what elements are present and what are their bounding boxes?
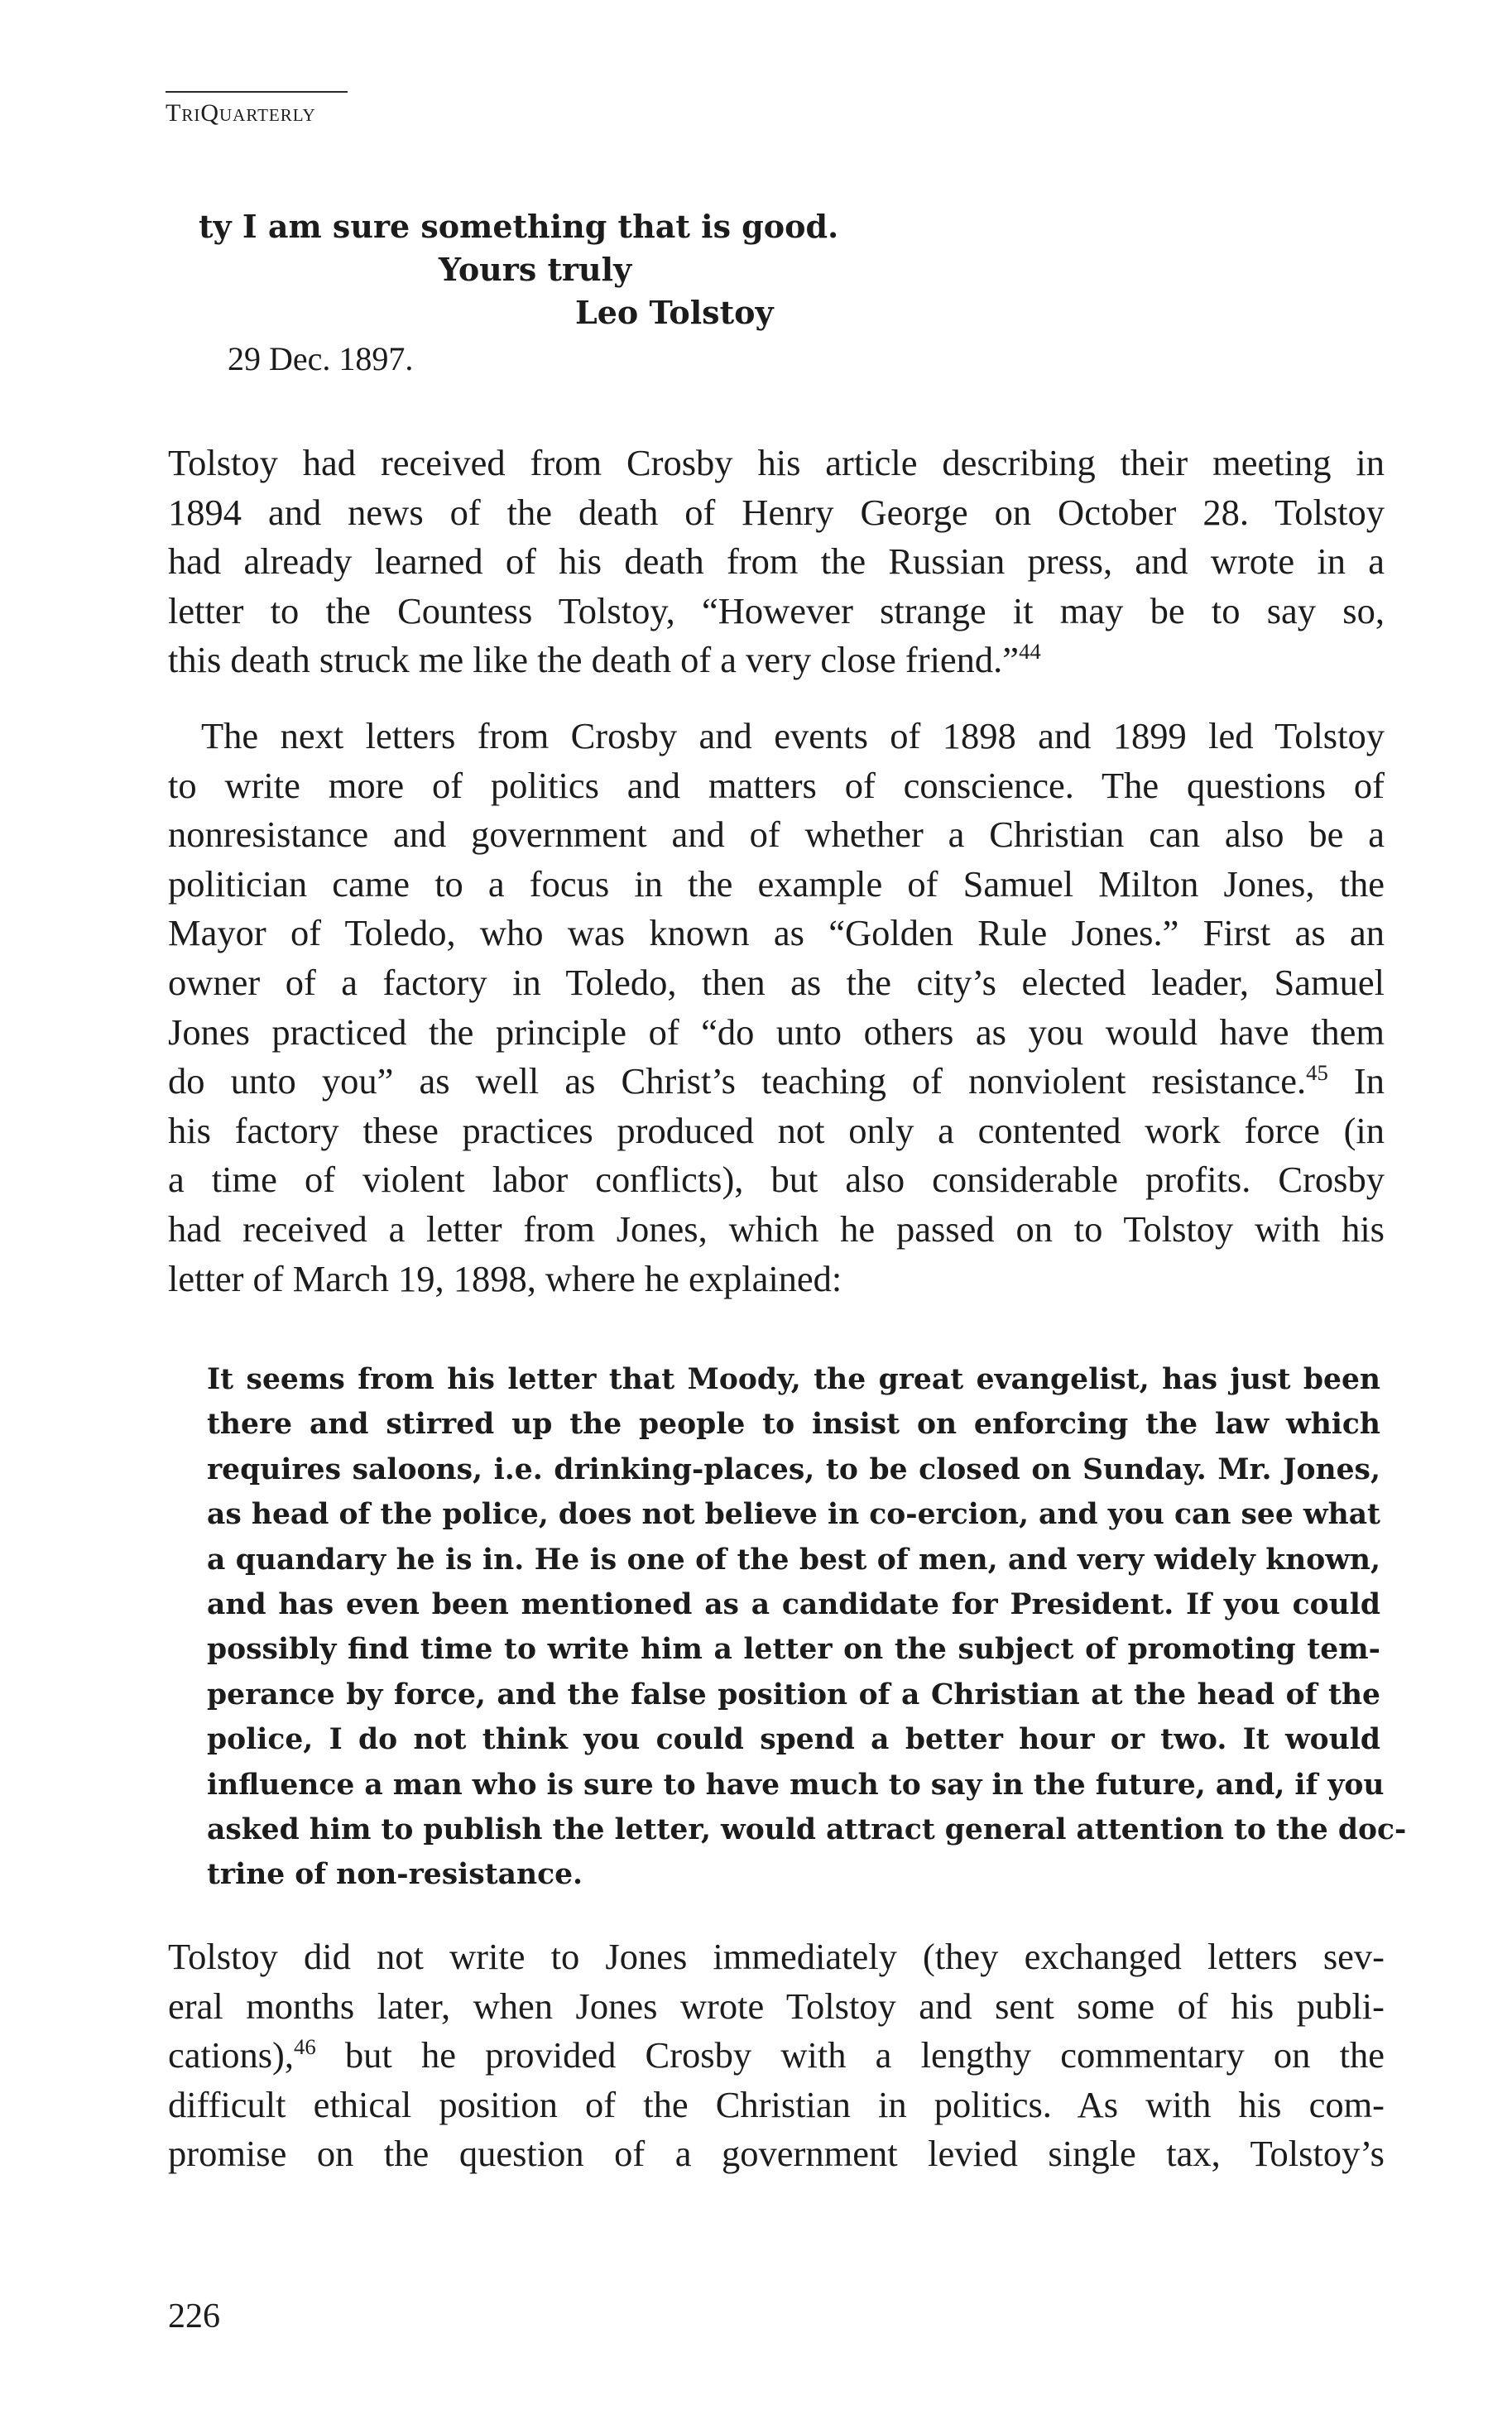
text-fragment: cations), — [168, 2034, 294, 2076]
quote-line: and has even been mentioned as a candidate for President. If you could — [207, 1588, 1380, 1622]
text-line: 1894 and news of the death of Henry George on October 28. Tolstoy — [168, 491, 1385, 533]
letter-date: 29 Dec. 1897. — [228, 340, 414, 377]
header-rule — [166, 91, 348, 93]
text-line: had received a letter from Jones, which he passed on to Tolstoy with his — [168, 1207, 1385, 1250]
quote-line: there and stirred up the people to insist on enforcing the law which — [207, 1408, 1380, 1442]
text-line: politician came to a focus in the example of Samuel Milton Jones, the — [168, 862, 1385, 905]
text-line: Mayor of Toledo, who was known as “Golden Rule Jones.” First as an — [168, 912, 1385, 954]
quote-line: asked him to publish the letter, would attract general attention to the doc- — [207, 1813, 1407, 1847]
quote-line: perance by force, and the false position of a Christian at the head of the — [207, 1678, 1380, 1711]
text-line — [168, 1057, 1385, 1106]
text-line: nonresistance and government and of whether a Christian can also be a — [168, 814, 1385, 856]
text-fragment: do unto you” as well as Christ’s teaching of nonviolent resistance. — [168, 1060, 1307, 1102]
text-line: difficult ethical position of the Christian in politics. As with his com- — [168, 2083, 1385, 2125]
text-line: eral months later, when Jones wrote Tolstoy and sent some of his publi- — [168, 1985, 1385, 2027]
quote-line: police, I do not think you could spend a better hour or two. It would — [207, 1723, 1380, 1757]
letter-salutation: Yours truly — [439, 251, 632, 288]
quote-line: It seems from his letter that Moody, the great evangelist, has just been — [207, 1363, 1380, 1396]
text-line: his factory these practices produced not only a contented work force (in — [168, 1109, 1385, 1151]
block-quote — [207, 1357, 1407, 1898]
text-fragment: but he provided Crosby with a lengthy commentary on the — [315, 2034, 1385, 2076]
paragraph-1 — [168, 439, 1385, 685]
text-fragment: this death struck me like the death of a very close friend.” — [168, 639, 1020, 681]
text-line: a time of violent labor conflicts), but also considerable profits. Crosby — [168, 1159, 1385, 1201]
text-line: promise on the question of a government levied single tax, Tolstoy’s — [168, 2133, 1385, 2175]
running-header: TriQuarterly — [166, 99, 316, 127]
paragraph-2 — [168, 712, 1385, 1303]
quote-line: trine of non-resistance. — [207, 1858, 583, 1892]
text-line — [168, 2031, 1385, 2081]
letter-line: ty I am sure something that is good. — [199, 208, 839, 245]
paragraph-3 — [168, 1932, 1385, 2179]
text-line: to write more of politics and matters of conscience. The questions of — [168, 764, 1385, 806]
quote-line: a quandary he is in. He is one of the best of men, and very widely known, — [207, 1543, 1380, 1577]
text-line — [168, 636, 1385, 685]
footnote-marker: 45 — [1306, 1060, 1328, 1086]
quote-line: requires saloons, i.e. drinking-places, to be closed on Sunday. Mr. Jones, — [207, 1452, 1380, 1486]
text-line: Jones practiced the principle of “do unto others as you would have them — [168, 1010, 1385, 1053]
text-line: Tolstoy had received from Crosby his article describing their meeting in — [168, 442, 1385, 483]
letter-closing — [199, 203, 943, 337]
letter-signature: Leo Tolstoy — [575, 294, 774, 331]
footnote-marker: 44 — [1019, 639, 1041, 665]
quote-line: influence a man who is sure to have much to say in the future, and, if you — [207, 1768, 1385, 1802]
footnote-marker: 46 — [294, 2034, 316, 2060]
text-line: letter to the Countess Tolstoy, “However strange it may be to say so, — [168, 589, 1385, 631]
text-line: The next letters from Crosby and events of 1898 and 1899 led Tolstoy — [201, 715, 1385, 756]
text-line: had already learned of his death from the Russian press, and wrote in a — [168, 540, 1385, 583]
page-number: 226 — [168, 2297, 220, 2335]
quote-line: possibly find time to write him a letter on the subject of promoting tem- — [207, 1633, 1380, 1667]
text-fragment: In — [1327, 1060, 1385, 1102]
text-line: Tolstoy did not write to Jones immediately (they exchanged letters sev- — [168, 1936, 1385, 1977]
text-line: letter of March 19, 1898, where he explained: — [168, 1257, 842, 1299]
text-line: owner of a factory in Toledo, then as the city’s elected leader, Samuel — [168, 961, 1385, 1003]
quote-line: as head of the police, does not believe in co-ercion, and you can see what — [207, 1498, 1380, 1532]
